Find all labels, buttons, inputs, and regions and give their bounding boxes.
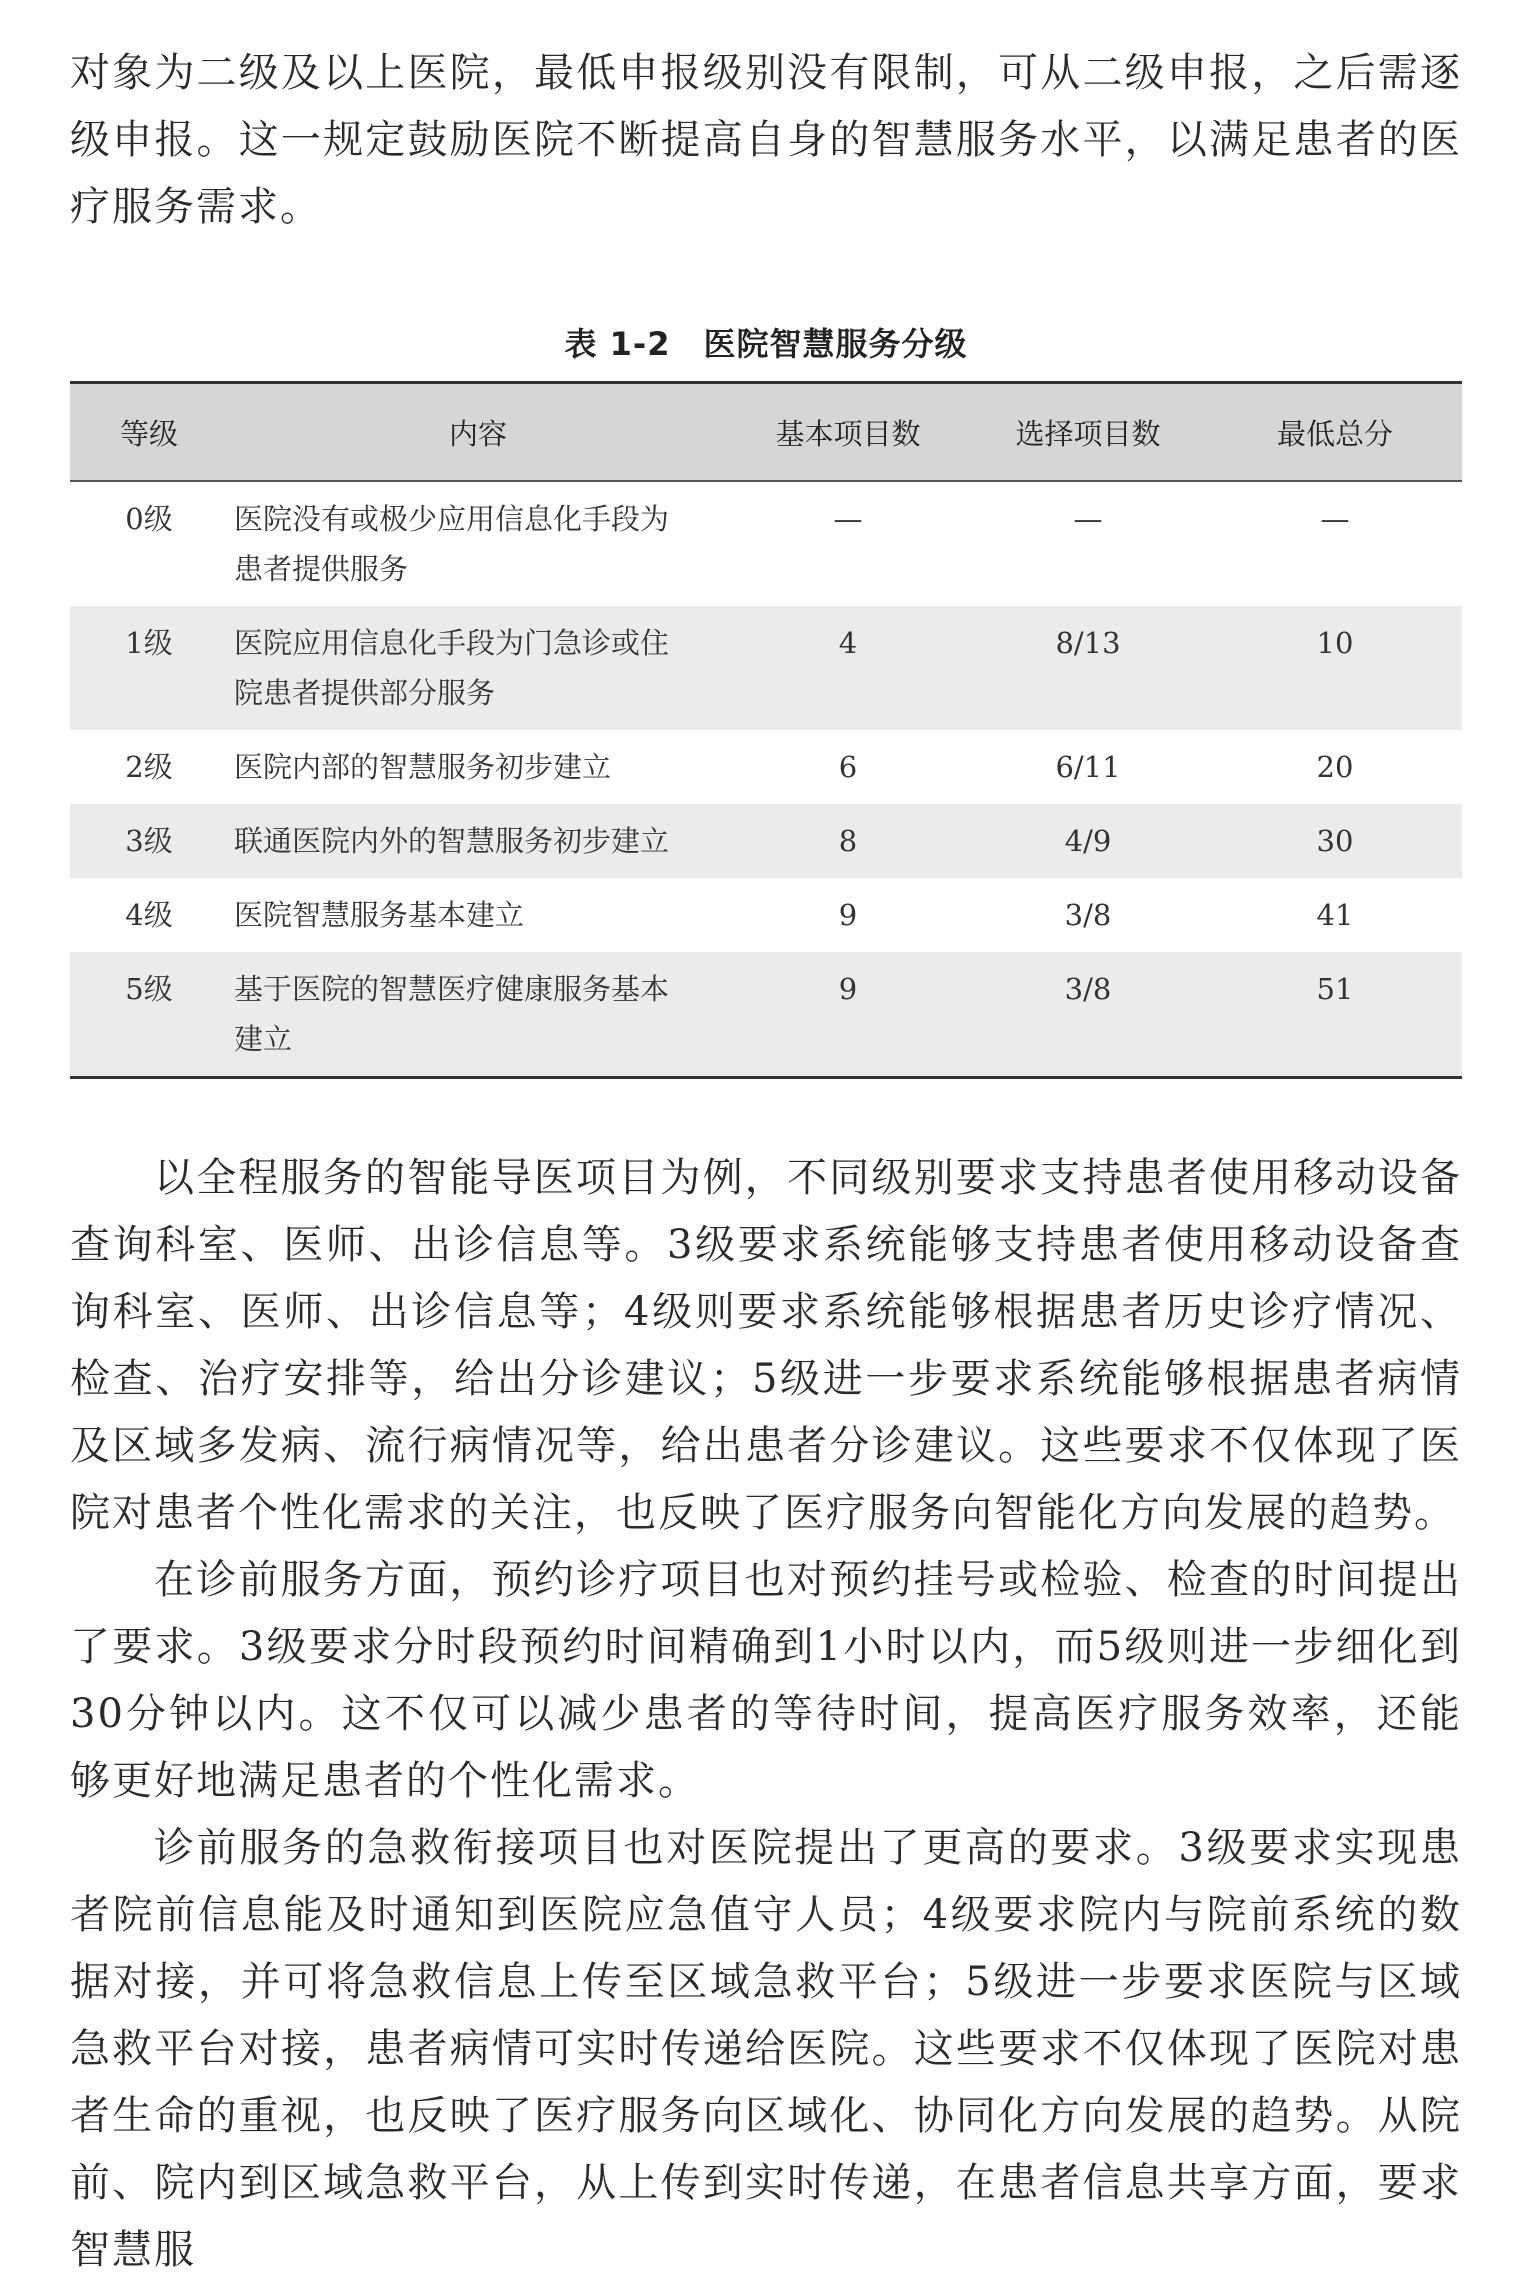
cell-level: 0级 (125, 502, 173, 536)
cell-level: 5级 (70, 952, 228, 1078)
table-row (70, 804, 1462, 878)
document-page (70, 40, 1462, 2284)
header-level: 等级 (70, 383, 228, 482)
cell-content: 基于医院的智慧医疗健康服务基本建立 (228, 952, 728, 1078)
intro-paragraph: 对象为二级及以上医院，最低申报级别没有限制，可从二级申报，之后需逐级申报。这一规定鼓励医院不断提高自身的智慧服务水平，以满足患者的医疗服务需求。 (70, 50, 1462, 230)
cell-optional: — (1073, 502, 1103, 536)
body-text (70, 1145, 1462, 2284)
cell-content: 联通医院内外的智慧服务初步建立 (228, 804, 728, 878)
cell-basic: — (833, 502, 863, 536)
cell-basic: 4 (728, 606, 968, 730)
table-header-row (70, 383, 1462, 482)
cell-basic: 8 (728, 804, 968, 878)
cell-basic: 9 (838, 898, 858, 932)
header-optional-items: 选择项目数 (968, 383, 1208, 482)
cell-optional: 3/8 (1064, 898, 1112, 932)
table-row (70, 606, 1462, 730)
cell-min-score: 20 (1316, 750, 1354, 784)
cell-basic: 9 (728, 952, 968, 1078)
cell-min-score: 51 (1208, 952, 1462, 1078)
cell-content: 医院内部的智慧服务初步建立 (234, 750, 612, 784)
table-caption: 表 1-2 医院智慧服务分级 (564, 325, 968, 363)
table-row (70, 481, 1462, 606)
cell-content: 医院应用信息化手段为门急诊或住院患者提供部分服务 (228, 606, 728, 730)
cell-optional: 6/11 (1055, 750, 1121, 784)
cell-min-score: — (1320, 502, 1350, 536)
cell-basic: 6 (838, 750, 858, 784)
cell-optional: 8/13 (968, 606, 1208, 730)
cell-content: 医院智慧服务基本建立 (234, 898, 525, 932)
header-content: 内容 (228, 383, 728, 482)
table-row (70, 878, 1462, 952)
cell-min-score: 10 (1208, 606, 1462, 730)
header-basic-items: 基本项目数 (728, 383, 968, 482)
cell-level: 2级 (125, 750, 173, 784)
cell-content: 医院没有或极少应用信息化手段为患者提供服务 (234, 502, 670, 586)
header-min-score: 最低总分 (1208, 383, 1462, 482)
paragraph: 诊前服务的急救衔接项目也对医院提出了更高的要求。3级要求实现患者院前信息能及时通知到医院应急值守人员；4级要求院内与院前系统的数据对接，并可将急救信息上传至区域急救平台；5级进一步要求医院与区域急救平台对接，患者病情可实时传递给医院。这些要求不仅体现了医院对患者生命的重视，也反映了医疗服务向区域化、协同化方向发展的趋势。从院前、院内到区域急救平台，从上传到实时传递，在患者信息共享方面，要求智慧服 (70, 1825, 1462, 2273)
cell-level: 1级 (70, 606, 228, 730)
hospital-service-grading-table (70, 381, 1462, 1079)
table-row (70, 952, 1462, 1078)
paragraph: 在诊前服务方面，预约诊疗项目也对预约挂号或检验、检查的时间提出了要求。3级要求分时段预约时间精确到1小时以内，而5级则进一步细化到30分钟以内。这不仅可以减少患者的等待时间，提高医疗服务效率，还能够更好地满足患者的个性化需求。 (70, 1557, 1462, 1804)
cell-level: 3级 (70, 804, 228, 878)
cell-optional: 4/9 (968, 804, 1208, 878)
table-row (70, 730, 1462, 804)
cell-level: 4级 (125, 898, 173, 932)
cell-optional: 3/8 (968, 952, 1208, 1078)
paragraph: 以全程服务的智能导医项目为例，不同级别要求支持患者使用移动设备查询科室、医师、出诊信息等。3级要求系统能够支持患者使用移动设备查询科室、医师、出诊信息等；4级则要求系统能够根据患者历史诊疗情况、检查、治疗安排等，给出分诊建议；5级进一步要求系统能够根据患者病情及区域多发病、流行病情况等，给出患者分诊建议。这些要求不仅体现了医院对患者个性化需求的关注，也反映了医疗服务向智能化方向发展的趋势。 (70, 1155, 1462, 1536)
cell-min-score: 41 (1316, 898, 1354, 932)
cell-min-score: 30 (1208, 804, 1462, 878)
